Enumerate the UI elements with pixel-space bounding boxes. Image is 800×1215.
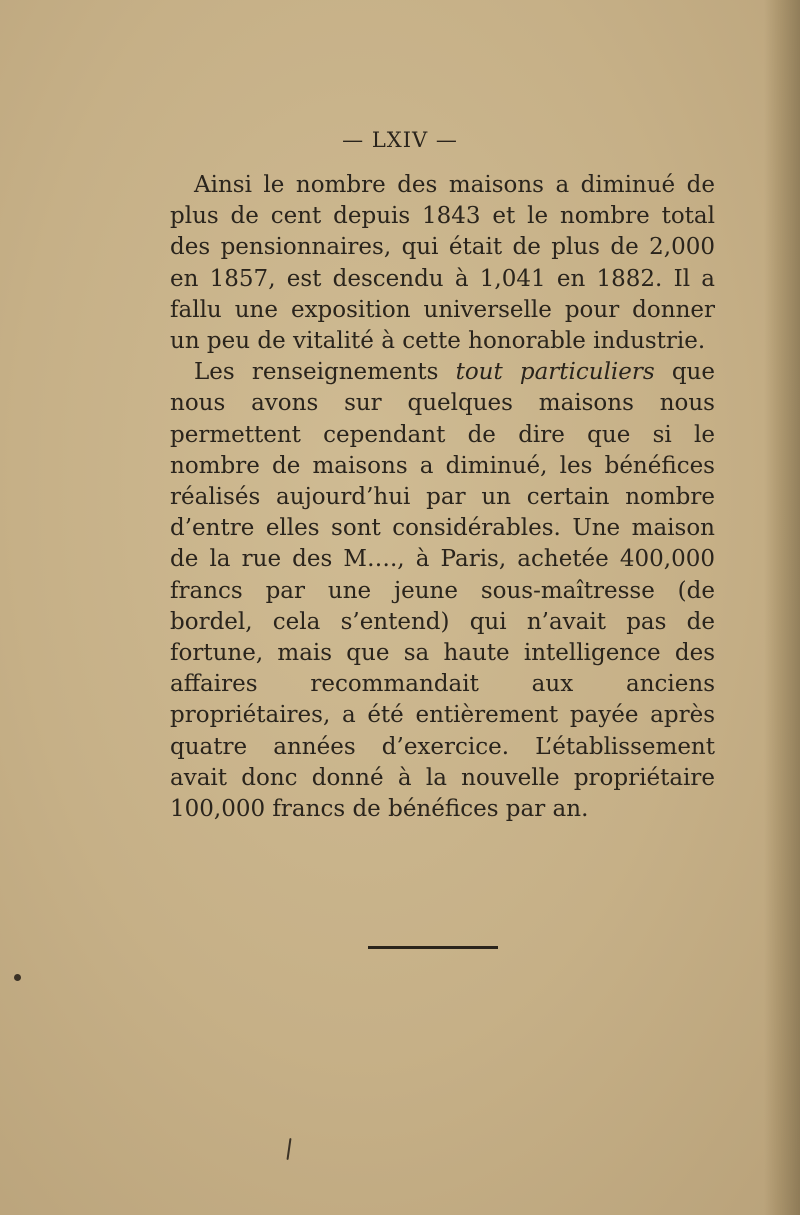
- closing-rule: [368, 946, 498, 949]
- paragraph-2-start: Les renseignements: [194, 359, 456, 386]
- page-number-header: — LXIV —: [342, 128, 458, 152]
- paragraph-2-end: que nous avons sur quelques maisons nous permettent cependant de dire que si le nombre de maisons a diminué, les bénéfices réalisés aujourd’hui par un certain nombre d’entre elles sont considérables. Une maison de la rue des M…., à Paris, achetée 400,000 francs par une jeune sous-maîtresse (de bordel, cela s’entend) qui n’avait pas de fortune, mais que sa haute intelligence des affaires recommandait aux anciens propriétaires, a été entièrement payée après quatre années d’exercice. L’établissement avait donc donné à la nouvelle propriétaire 100,000 francs de bénéfices par an.: [170, 359, 715, 823]
- body-text: [170, 170, 715, 825]
- paragraph-1: Ainsi le nombre des maisons a diminué de plus de cent depuis 1843 et le nombre total des pensionnaires, qui était de plus de 2,000 en 1857, est descendu à 1,041 en 1882. Il a fallu une exposition universelle pour donner un peu de vitalité à cette honorable industrie.: [170, 172, 715, 355]
- page-edge-shadow: [764, 0, 800, 1215]
- ink-mark: [286, 1138, 291, 1160]
- paragraph-2: [170, 357, 715, 825]
- ink-speck: [14, 974, 21, 981]
- paragraph-2-emphasis: tout particuliers: [455, 359, 655, 386]
